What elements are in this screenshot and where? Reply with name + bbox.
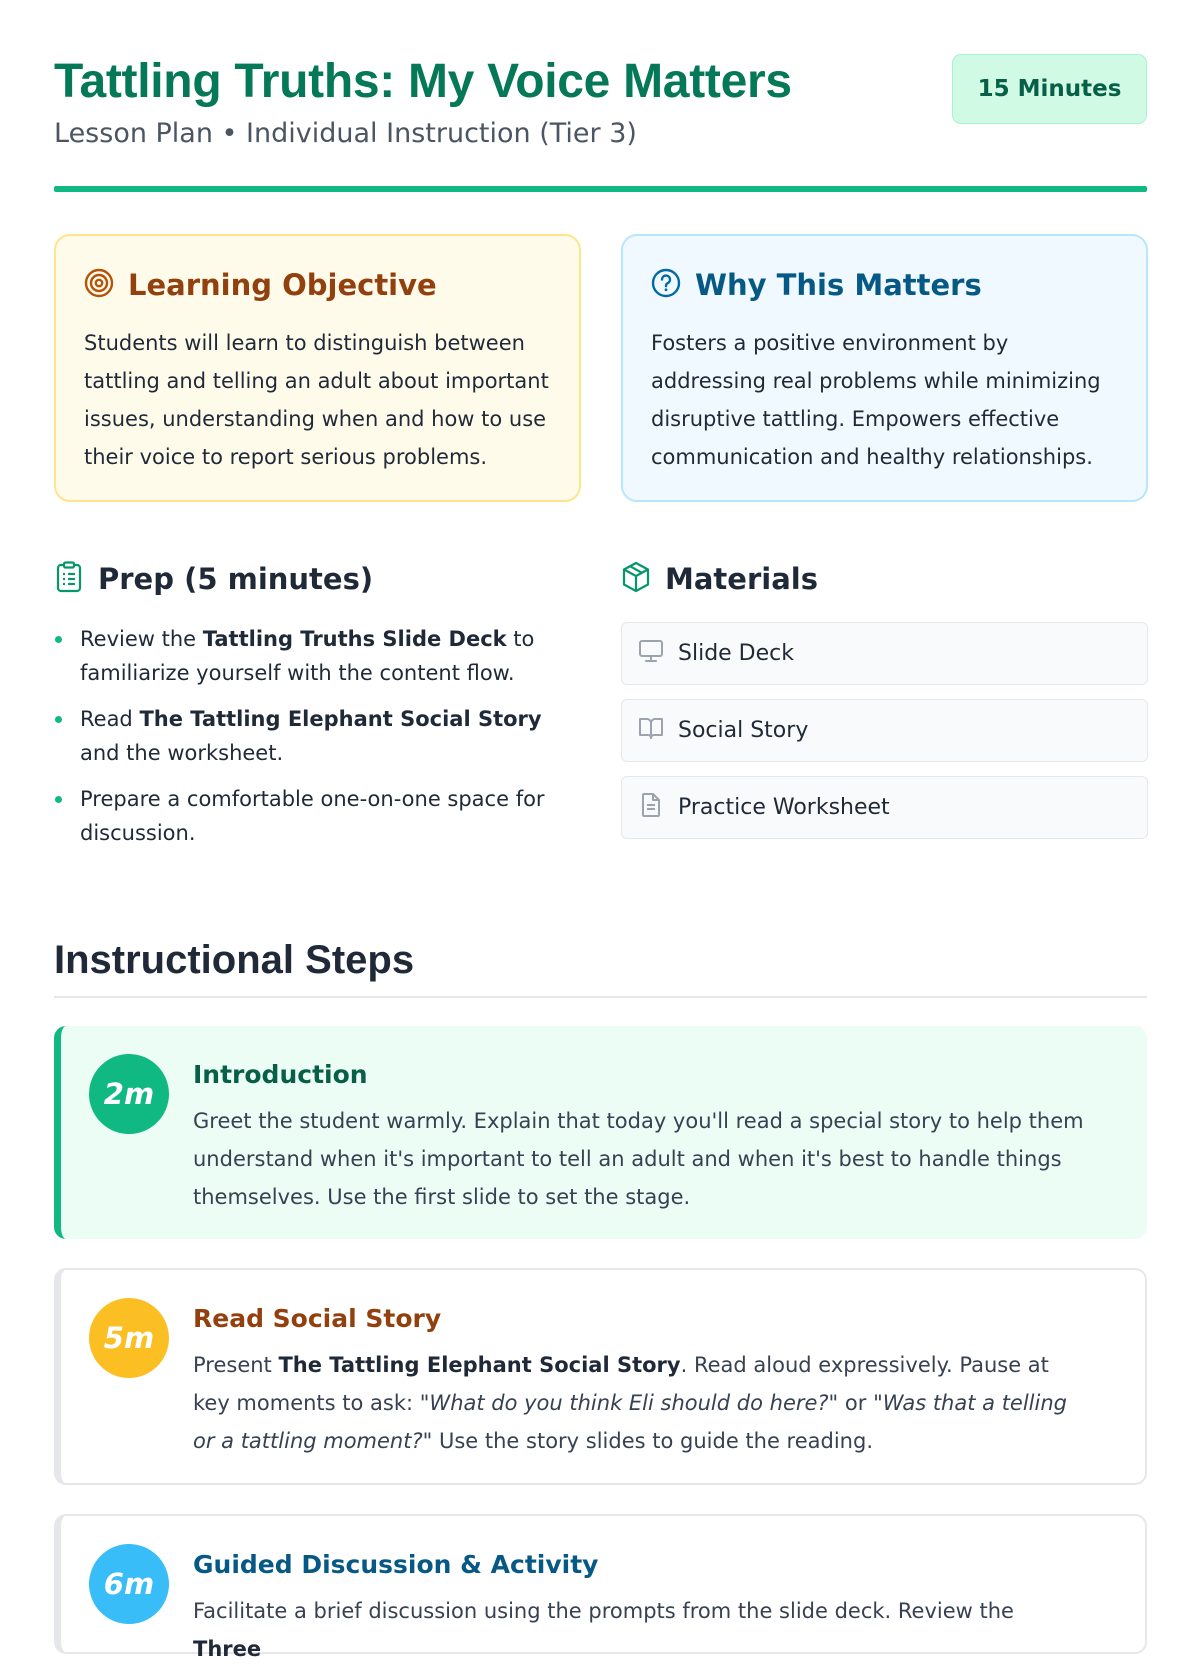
- step-introduction: [54, 1026, 1147, 1239]
- material-practice-worksheet[interactable]: [621, 776, 1148, 839]
- why-this-matters-text: Fosters a positive environment by addressing real problems while minimizing disruptive tattling. Empowers effective communication and healthy relationships.: [651, 331, 1101, 469]
- instructional-steps-title: Instructional Steps: [54, 938, 415, 982]
- step-read-social-story: [54, 1268, 1147, 1485]
- header-divider: [54, 186, 1147, 192]
- why-this-matters-label: Why This Matters: [695, 268, 982, 302]
- materials-heading: [621, 561, 818, 597]
- steps-divider: [54, 996, 1147, 998]
- step-description: Greet the student warmly. Explain that today you'll read a special story to help them understand when it's important to tell an adult and when it's best to handle things themselves. Use the first slide to set the stage.: [193, 1109, 1084, 1209]
- why-this-matters-card: [621, 234, 1148, 502]
- prep-label: Prep (5 minutes): [98, 562, 374, 596]
- book-open-icon: [638, 716, 664, 746]
- step-time-badge: 6m: [89, 1544, 169, 1624]
- prep-heading: [54, 561, 373, 597]
- target-icon: [84, 268, 114, 302]
- materials-list: [621, 622, 1148, 853]
- step-description: Facilitate a brief discussion using the prompts from the slide deck. Review the Three: [193, 1599, 1014, 1661]
- step-title: Read Social Story: [193, 1304, 442, 1333]
- material-label: Social Story: [678, 718, 809, 743]
- page-title: Tattling Truths: My Voice Matters: [54, 55, 792, 108]
- list-item: Prepare a comfortable one-on-one space for discussion.: [54, 782, 581, 850]
- page-subtitle: Lesson Plan • Individual Instruction (Tier 3): [54, 118, 637, 149]
- step-time-badge: 2m: [89, 1054, 169, 1134]
- material-label: Practice Worksheet: [678, 795, 890, 820]
- step-title: Guided Discussion & Activity: [193, 1550, 599, 1579]
- list-item: Read The Tattling Elephant Social Story and the worksheet.: [54, 702, 581, 770]
- material-label: Slide Deck: [678, 641, 794, 666]
- learning-objective-text: Students will learn to distinguish between tattling and telling an adult about important issues, understanding when and how to use their voice to report serious problems.: [84, 331, 549, 469]
- clipboard-icon: [54, 561, 84, 597]
- step-title: Introduction: [193, 1060, 368, 1089]
- page-header: [54, 0, 1147, 195]
- package-icon: [621, 561, 651, 597]
- duration-badge: 15 Minutes: [952, 54, 1147, 124]
- lesson-plan-page: [54, 0, 1147, 1661]
- monitor-icon: [638, 639, 664, 669]
- step-description: Present The Tattling Elephant Social Story. Read aloud expressively. Pause at key moments to ask: "What do you think Eli should do here?" or "Was that a telling or a tattling moment?" Use the story slides to guide the reading.: [193, 1353, 1067, 1453]
- step-guided-discussion: [54, 1514, 1147, 1661]
- material-social-story[interactable]: [621, 699, 1148, 762]
- prep-list: [54, 622, 581, 862]
- learning-objective-label: Learning Objective: [128, 268, 437, 302]
- document-icon: [638, 792, 664, 824]
- question-circle-icon: [651, 268, 681, 302]
- step-time-badge: 5m: [89, 1298, 169, 1378]
- list-item: Review the Tattling Truths Slide Deck to familiarize yourself with the content flow.: [54, 622, 581, 690]
- learning-objective-card: [54, 234, 581, 502]
- materials-label: Materials: [665, 562, 818, 596]
- material-slide-deck[interactable]: [621, 622, 1148, 685]
